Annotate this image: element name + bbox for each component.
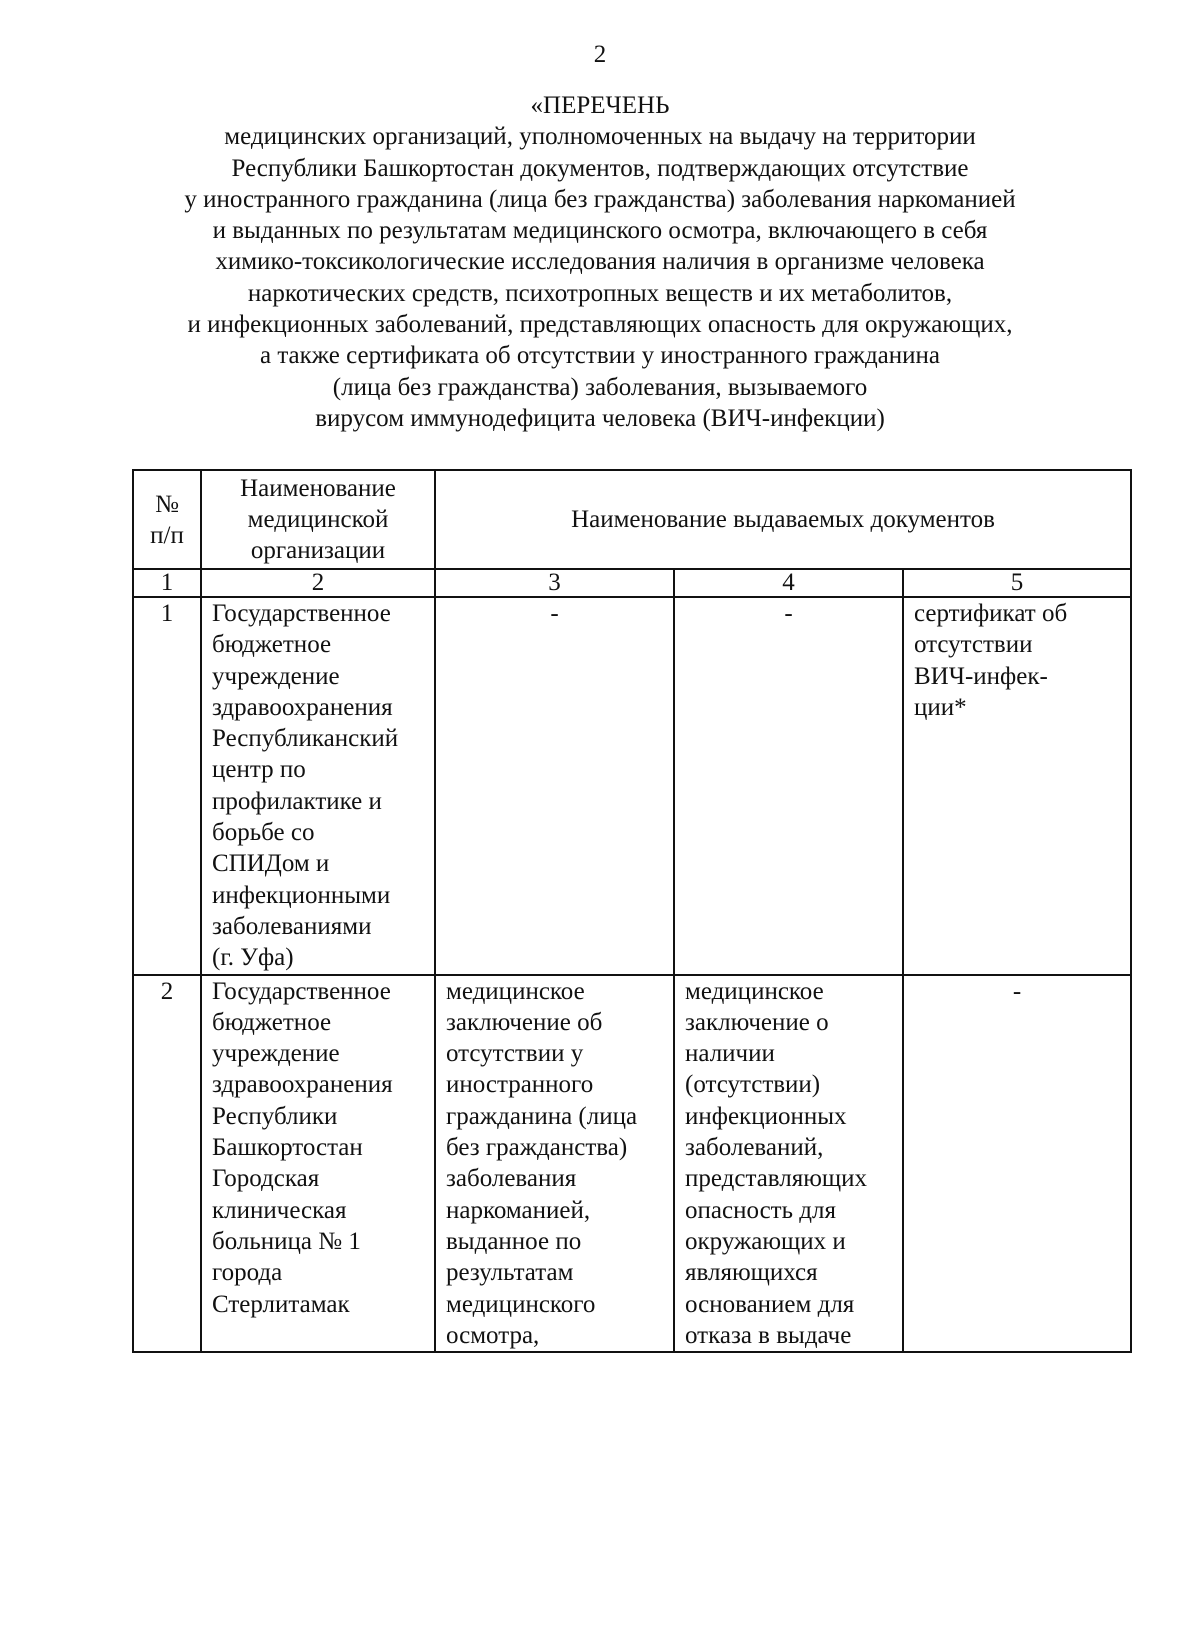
text-line: иностранного [446,1071,594,1099]
text-line: учреждение [212,662,340,690]
text-line: результатам [446,1259,574,1287]
text-line: Государственное [212,600,391,627]
text-line: отказа в выдаче [685,1321,852,1349]
header-number-line: п/п [150,521,184,549]
text-line: бюджетное [212,631,332,659]
column-number: 3 [435,569,674,597]
header-organization-line: Наименование [240,475,396,502]
dash: - [1012,977,1022,1005]
text-line: представляющих [685,1165,868,1193]
text-line: опасность для [685,1196,836,1224]
text-line: гражданина (лица [446,1102,638,1130]
text-line: отсутствии у [446,1040,584,1068]
text-line: профилактике и [212,787,382,815]
text-line: инфекционных [685,1102,847,1130]
text-line: сертификат об [914,600,1068,627]
text-line: учреждение [212,1040,340,1068]
text-line: заболевания [446,1165,577,1193]
column-number: 2 [201,569,435,597]
text-line: выданное по [446,1227,582,1255]
text-line: инфекционными [212,881,391,909]
row-number: 2 [133,975,201,1353]
text-line: города [212,1259,283,1287]
dash: - [550,600,559,627]
text-line: заболеваниями [212,912,372,940]
title-line: у иностранного гражданина (лица без гражданства) заболевания наркоманией [184,185,1016,213]
text-line: борьбе со [212,819,315,847]
text-line: осмотра, [446,1321,540,1349]
text-line: Государственное [212,977,391,1005]
header-organization [201,470,435,569]
header-organization-line: организации [250,537,386,564]
column-numbers-row [133,569,1131,597]
text-line: (отсутствии) [685,1071,821,1099]
text-line: ВИЧ-инфек- [914,662,1048,690]
document-cell-col4 [674,597,903,975]
document-cell-col5 [903,975,1131,1353]
text-line: наркоманией, [446,1196,591,1224]
header-number-line: № [155,490,179,518]
column-number: 1 [133,569,201,597]
text-line: клиническая [212,1196,347,1224]
organization-name [201,975,435,1353]
organizations-table [132,469,1132,1353]
title-line: химико-токсикологические исследования наличия в организме человека [215,248,985,276]
text-line: заключение о [685,1008,829,1036]
table-row [133,597,1131,975]
document-cell-col5 [903,597,1131,975]
title-line: а также сертификата об отсутствии у иностранного гражданина [259,342,941,370]
header-organization-line: медицинской [247,506,389,533]
text-line: заключение об [446,1008,603,1036]
text-line: СПИДом и [212,850,330,878]
text-line: являющихся [685,1259,818,1287]
text-line: здравоохранения [212,693,393,721]
row-number: 1 [133,597,201,975]
title-line: наркотических средств, психотропных веществ и их метаболитов, [247,279,953,307]
text-line: здравоохранения [212,1071,393,1099]
text-line: медицинского [446,1290,596,1318]
text-line: ции* [914,693,967,721]
document-cell-col3 [435,975,674,1353]
text-line: бюджетное [212,1008,332,1036]
text-line: Башкортостан [212,1134,363,1162]
title-line: (лица без гражданства) заболевания, вызываемого [332,373,868,401]
title-line: Республики Башкортостан документов, подтверждающих отсутствие [231,154,969,182]
text-line: заболеваний, [685,1134,824,1162]
header-number [133,470,201,569]
title-line: и выданных по результатам медицинского осмотра, включающего в себя [212,217,988,245]
text-line: наличии [685,1040,775,1068]
document-cell-col4 [674,975,903,1353]
title-line: и инфекционных заболеваний, представляющих опасность для окружающих, [187,311,1013,339]
page-number: 2 [593,41,607,68]
text-line: центр по [212,756,306,784]
text-line: Республики [212,1102,338,1130]
table-row [133,975,1131,1353]
title-line: «ПЕРЕЧЕНЬ [530,92,670,119]
text-line: основанием для [685,1290,855,1318]
text-line: Стерлитамак [212,1290,350,1318]
text-line: отсутствии [914,631,1033,659]
document-cell-col3 [435,597,674,975]
text-line: Городская [212,1165,320,1193]
text-line: Республиканский [212,725,399,753]
column-number: 5 [903,569,1131,597]
header-documents: Наименование выдаваемых документов [435,470,1131,569]
document-title [100,90,1100,434]
dash: - [784,600,793,627]
text-line: больница № 1 [212,1227,361,1255]
column-number: 4 [674,569,903,597]
text-line: медицинское [446,977,585,1005]
table-header-row [133,470,1131,569]
title-line: медицинских организаций, уполномоченных на выдачу на территории [224,123,976,151]
title-line: вирусом иммунодефицита человека (ВИЧ-инфекции) [315,404,885,432]
organization-name [201,597,435,975]
text-line: без гражданства) [446,1134,628,1162]
text-line: (г. Уфа) [212,944,294,972]
text-line: медицинское [685,977,824,1005]
text-line: окружающих и [685,1227,846,1255]
